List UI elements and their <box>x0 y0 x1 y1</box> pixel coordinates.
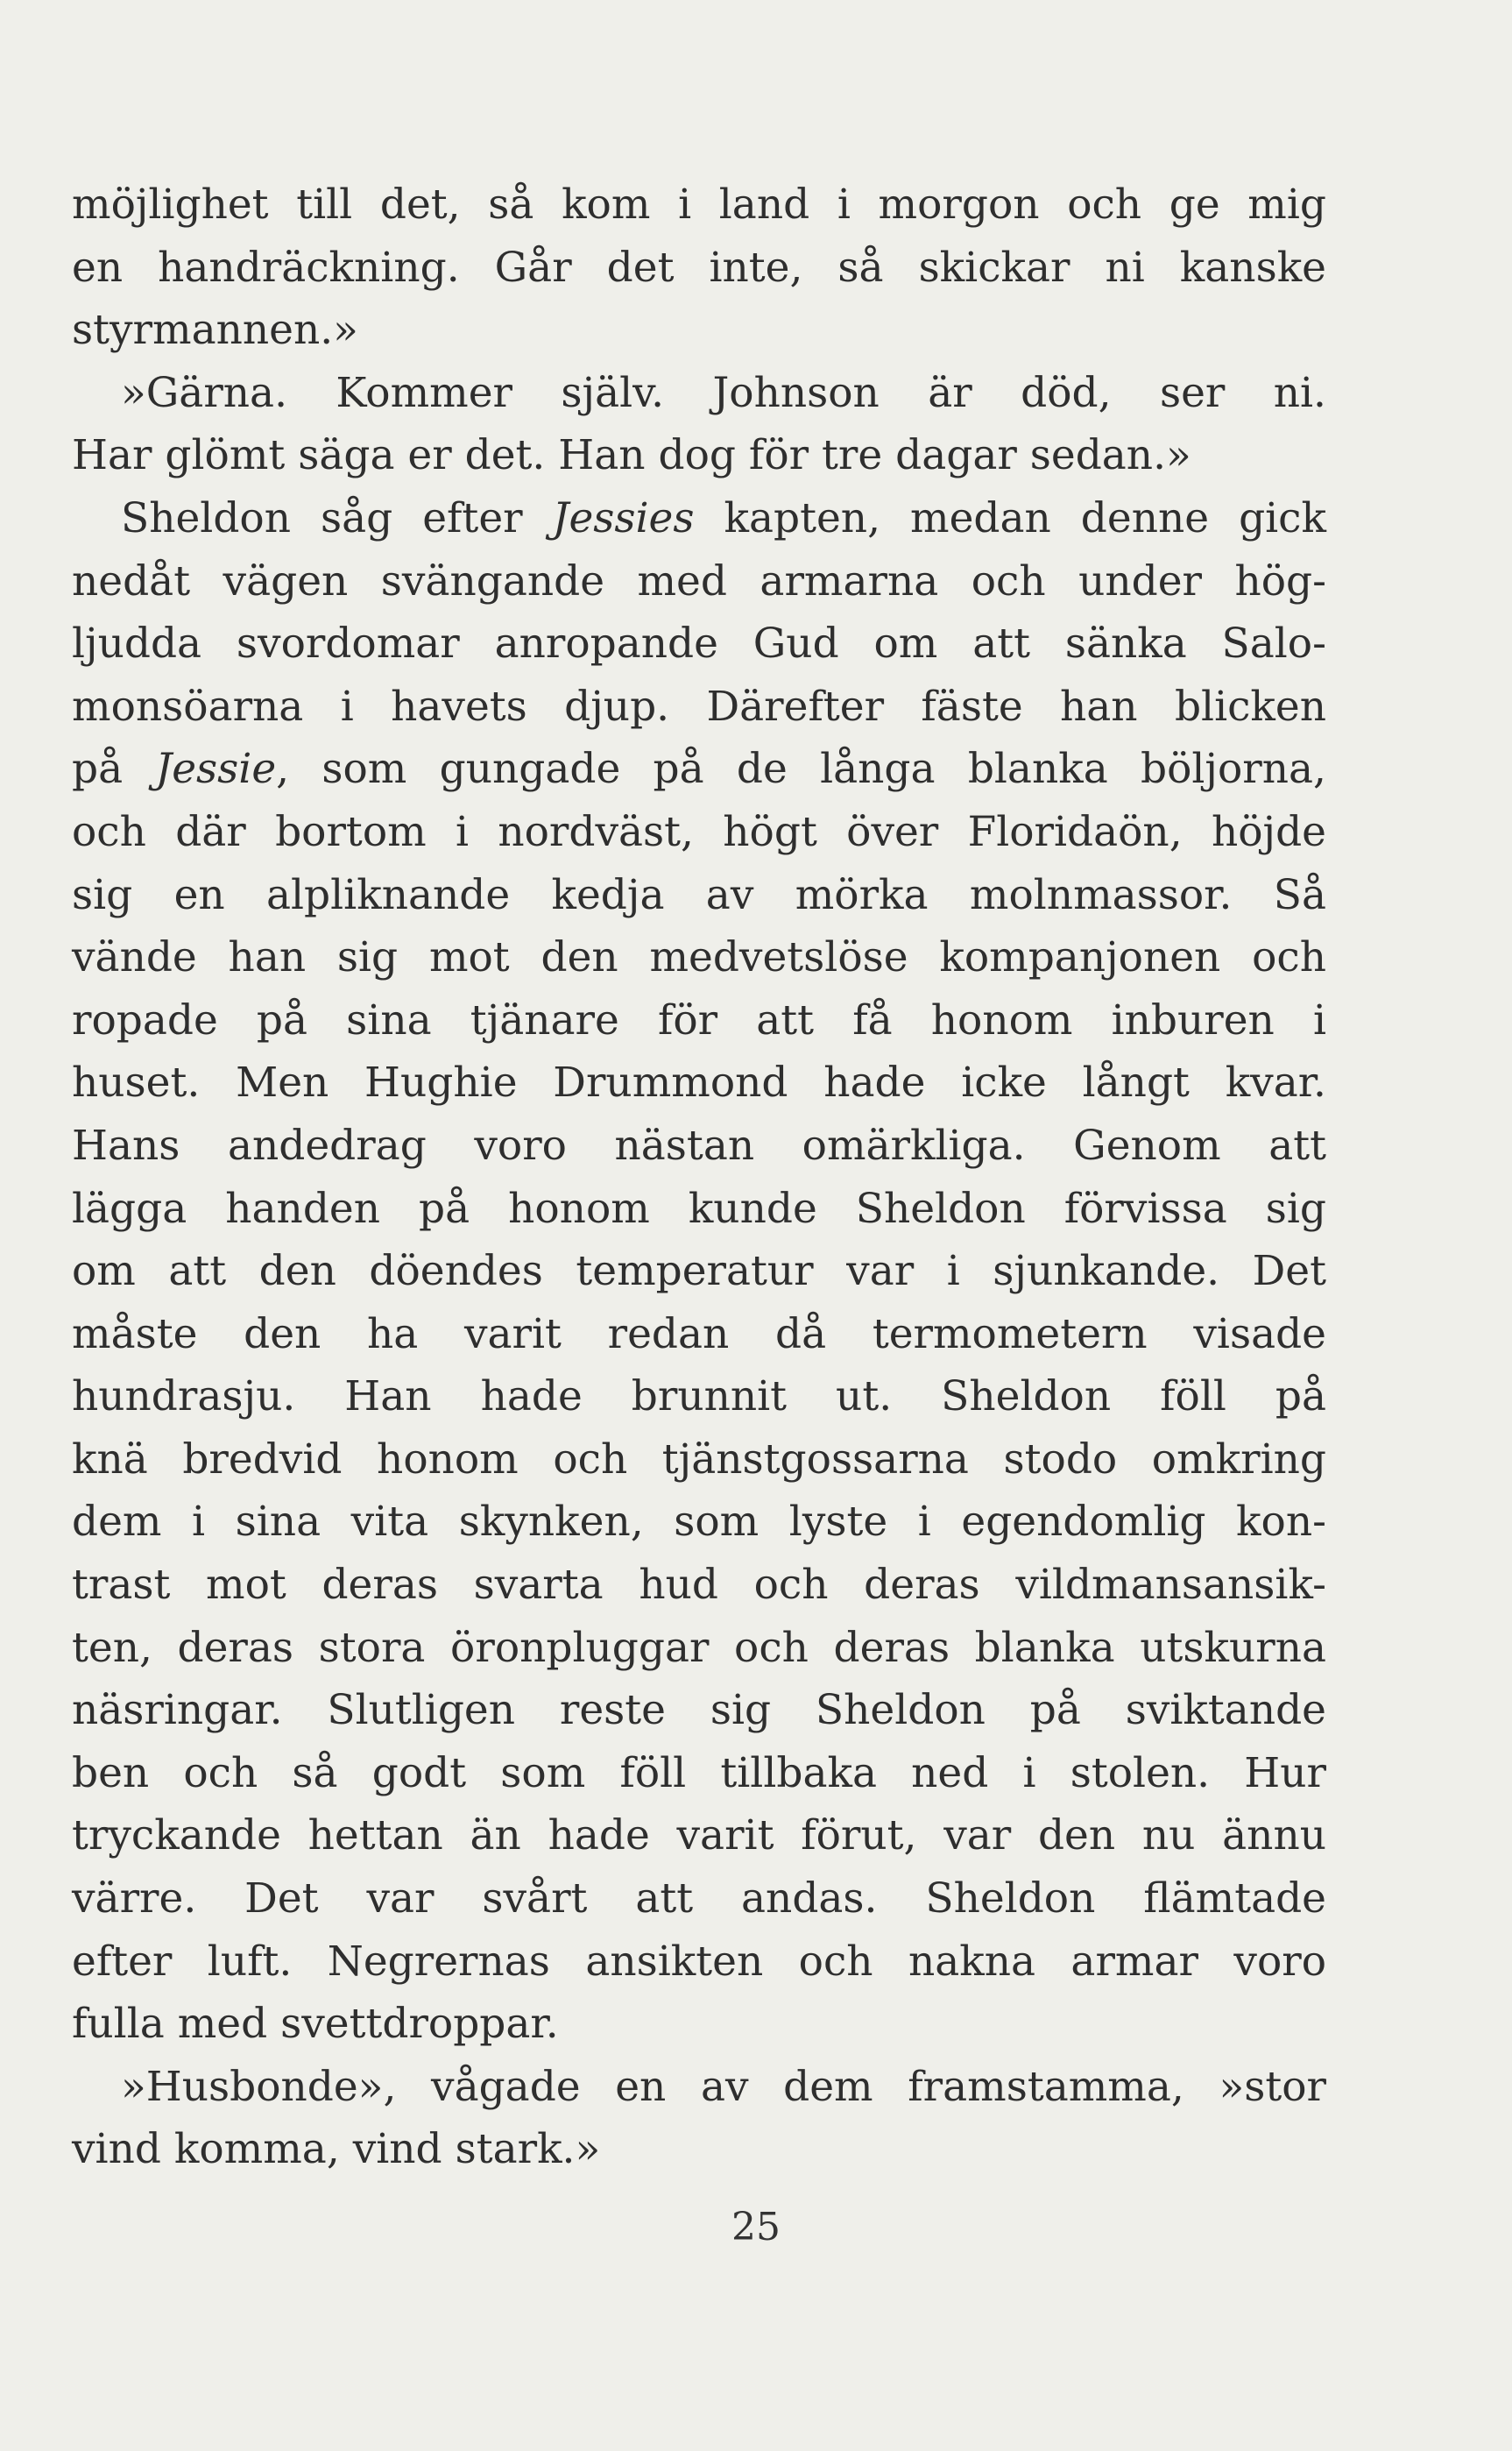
body-text <box>72 174 1326 2181</box>
ship-name: Jessies <box>552 493 695 542</box>
text-line: ben och så godt som föll tillbaka ned i stolen. Hur <box>72 1748 1326 1797</box>
text-line: en handräckning. Går det inte, så skickar ni kanske <box>72 243 1326 292</box>
text-line: vände han sig mot den medvetslöse kompanjonen och <box>72 933 1326 982</box>
text-line: Hans andedrag voro nästan omärkliga. Genom att <box>72 1121 1326 1170</box>
text-line: »Husbonde», vågade en av dem framstamma, »stor <box>121 2062 1326 2111</box>
text-line: huset. Men Hughie Drummond hade icke långt kvar. <box>72 1059 1326 1108</box>
text-line: monsöarna i havets djup. Därefter fäste han blicken <box>72 682 1326 731</box>
page-number: 25 <box>731 2205 781 2249</box>
text-line: tryckande hettan än hade varit förut, var den nu ännu <box>72 1811 1326 1860</box>
text-line: hundrasju. Han hade brunnit ut. Sheldon föll på <box>72 1372 1326 1421</box>
text-line: näsringar. Slutligen reste sig Sheldon på sviktande <box>72 1686 1326 1735</box>
text-line: och där bortom i nordväst, högt över Floridaön, höjde <box>72 807 1326 856</box>
text-line: vind komma, vind stark.» <box>72 2125 601 2174</box>
text-line: lägga handen på honom kunde Sheldon förvissa sig <box>72 1184 1326 1233</box>
text-line: möjlighet till det, så kom i land i morgon och ge mig <box>72 181 1326 229</box>
text-line: trast mot deras svarta hud och deras vildmansansik- <box>72 1561 1326 1610</box>
text-line: styrmannen.» <box>72 306 358 355</box>
ship-name: Jessie <box>155 745 277 794</box>
text-line: ljudda svordomar anropande Gud om att sänka Salo- <box>72 620 1326 669</box>
text-line: måste den ha varit redan då termometern visade <box>72 1309 1326 1358</box>
text-line: värre. Det var svårt att andas. Sheldon flämtade <box>72 1874 1326 1923</box>
text-line: om att den döendes temperatur var i sjunkande. Det <box>72 1247 1326 1296</box>
text-line: »Gärna. Kommer själv. Johnson är död, ser ni. <box>121 368 1326 417</box>
text-line: ropade på sina tjänare för att få honom inburen i <box>72 995 1326 1045</box>
text-line: nedåt vägen svängande med armarna och under hög- <box>72 556 1326 606</box>
text-line: dem i sina vita skynken, som lyste i egendomlig kon- <box>72 1498 1326 1547</box>
text-line: sig en alpliknande kedja av mörka molnmassor. Så <box>72 870 1326 919</box>
text-line: ten, deras stora öronpluggar och deras blanka utskurna <box>72 1623 1326 1672</box>
text-line: fulla med svettdroppar. <box>72 2000 559 2049</box>
text-line: knä bredvid honom och tjänstgossarna stodo omkring <box>72 1434 1326 1484</box>
text-line: efter luft. Negrernas ansikten och nakna armar voro <box>72 1937 1326 1986</box>
text-line: Sheldon såg efter Jessies kapten, medan denne gick <box>121 493 1326 542</box>
text-line: Har glömt säga er det. Han dog för tre dagar sedan.» <box>72 431 1191 480</box>
text-line: på Jessie, som gungade på de långa blanka böljorna, <box>72 745 1326 794</box>
